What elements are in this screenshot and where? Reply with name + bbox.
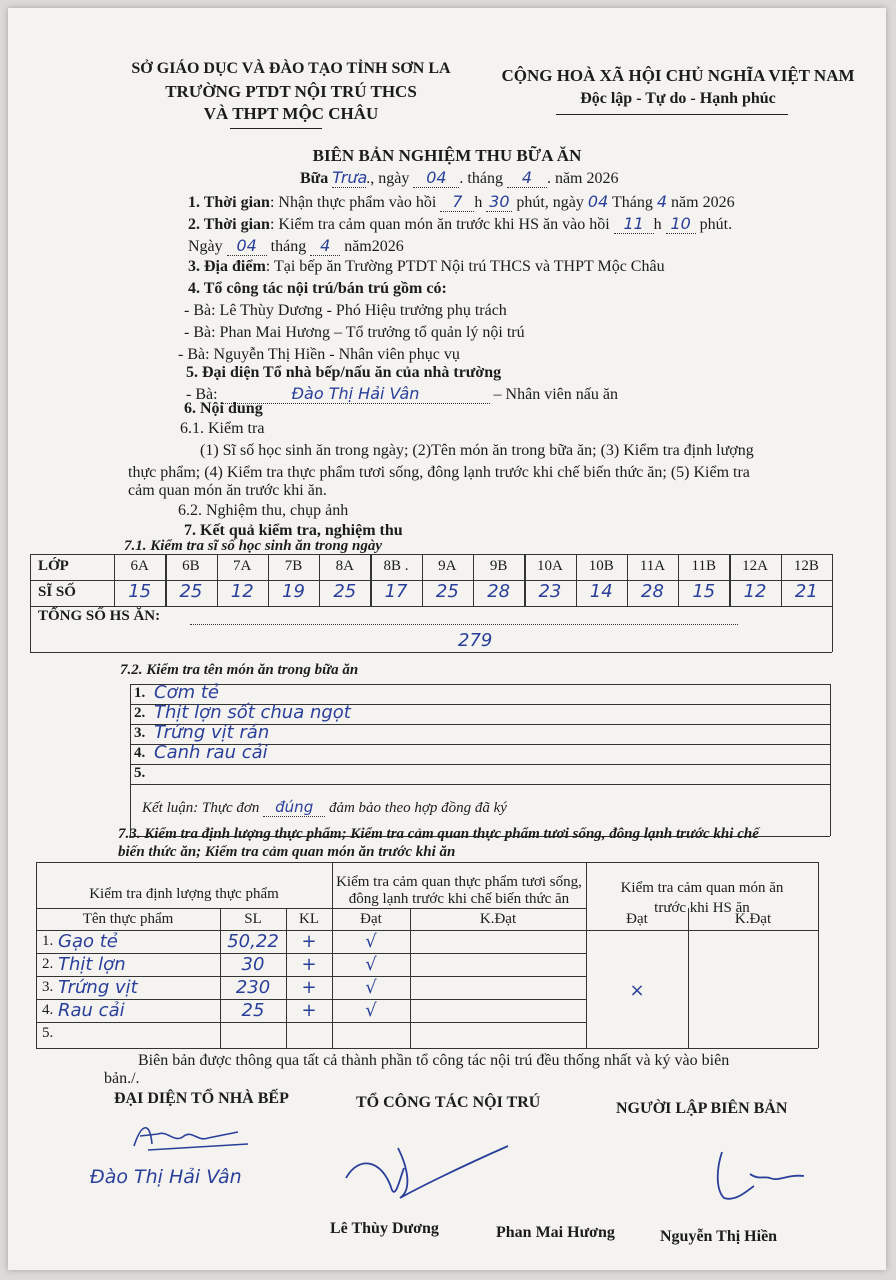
header-sensory-check-2: trước khi HS ăn — [654, 900, 750, 916]
table-rule — [410, 908, 411, 1048]
closing-text-1: Biên bản được thông qua tất cả thành phần tổ công tác nội trú đều thống nhất và ký vào biên — [138, 1052, 730, 1069]
document-page — [8, 8, 886, 1270]
food-row-number: 3. — [42, 979, 54, 995]
kitchen-rep-title: ĐẠI DIỆN TỔ NHÀ BẾP — [114, 1090, 289, 1107]
menu-table — [120, 672, 830, 834]
menu-item-number: 5. — [134, 765, 146, 781]
count-10A: 23 — [538, 581, 562, 602]
class-row-label: LỚP — [38, 558, 69, 574]
board-member-1-name: Lê Thùy Dương — [330, 1220, 439, 1237]
class-7B: 7B — [284, 558, 303, 574]
food-row-number: 4. — [42, 1002, 54, 1018]
count-8A: 25 — [333, 581, 357, 602]
count-6B: 25 — [179, 581, 203, 602]
section-7-heading: 7. Kết quả kiểm tra, nghiệm thu — [184, 522, 403, 539]
section-5-heading: 5. Đại diện Tổ nhà bếp/nấu ăn của nhà trường — [186, 364, 502, 381]
col-pass: Đạt — [360, 911, 382, 927]
class-12A: 12A — [742, 558, 768, 574]
food-quantity: 50,22 — [227, 931, 279, 952]
board-member-2-name: Phan Mai Hương — [496, 1224, 615, 1241]
class-8A: 8A — [335, 558, 354, 574]
table-rule — [30, 554, 31, 652]
food-name: Trứng vịt — [58, 977, 138, 998]
section-7-2-heading: 7.2. Kiểm tra tên món ăn trong bữa ăn — [120, 662, 359, 678]
food-row-number: 5. — [42, 1025, 54, 1041]
total-dotted-line — [190, 624, 738, 625]
conclusion-label: Kết luận: Thực đơn — [142, 800, 264, 816]
member-2: - Bà: Phan Mai Hương – Tổ trưởng tổ quản lý nội trú — [184, 324, 525, 341]
count-8B: 17 — [384, 581, 408, 602]
menu-item-dish: Thịt lợn sốt chua ngọt — [154, 702, 351, 723]
meal-value: Trưa — [332, 168, 368, 187]
document-title: BIÊN BẢN NGHIỆM THU BỮA ĂN — [312, 146, 582, 165]
col-weight: KL — [299, 911, 319, 927]
table-rule — [130, 764, 830, 765]
count-9A: 25 — [435, 581, 459, 602]
food-name: Thịt lợn — [58, 954, 126, 975]
writer-name: Nguyễn Thị Hiền — [660, 1228, 778, 1245]
class-10B: 10B — [588, 558, 614, 574]
menu-item-dish: Cơm tẻ — [154, 682, 219, 703]
table-rule — [36, 1048, 818, 1049]
section-6-heading: 6. Nội dung — [184, 400, 263, 417]
table-rule — [36, 908, 586, 909]
menu-item-dish: Canh rau cải — [154, 742, 268, 763]
table-rule — [830, 684, 831, 836]
menu-conclusion — [142, 798, 507, 817]
table-rule — [30, 652, 832, 653]
attendance-table — [30, 554, 832, 666]
table-rule — [30, 554, 832, 555]
class-9A: 9A — [438, 558, 457, 574]
table-rule — [832, 554, 833, 652]
kitchen-signature — [128, 1116, 258, 1156]
inspection-table — [36, 862, 818, 1048]
count-11B: 15 — [692, 581, 716, 602]
section-6-2: 6.2. Nghiệm thu, chụp ảnh — [178, 502, 349, 519]
count-row-label: SĨ SỐ — [38, 584, 76, 600]
col-fail: K.Đạt — [479, 911, 517, 927]
kitchen-rep-name: Đào Thị Hải Vân — [222, 384, 490, 404]
table-rule — [818, 862, 819, 1048]
table-rule — [36, 862, 818, 863]
col-sensory-pass: Đạt — [626, 911, 648, 927]
school-name-line2: VÀ THPT MỘC CHÂU — [203, 104, 379, 123]
food-name: Rau cải — [58, 1000, 125, 1021]
header-sensory-check-1: Kiểm tra cảm quan món ăn — [620, 880, 784, 896]
food-weight-mark: + — [301, 1000, 317, 1021]
col-sensory-fail: K.Đạt — [734, 911, 772, 927]
food-weight-mark: + — [301, 931, 317, 952]
total-students: 279 — [458, 630, 493, 651]
section-7-3-heading-1: 7.3. Kiểm tra định lượng thực phẩm; Kiểm tra cảm quan thực phẩm tươi sống, đông lạnh trước khi chế — [118, 826, 759, 842]
count-7B: 19 — [282, 581, 305, 602]
class-11B: 11B — [691, 558, 716, 574]
conclusion-value: đúng — [263, 798, 325, 817]
nation-name: CỘNG HOÀ XÃ HỘI CHỦ NGHĨA VIỆT NAM — [501, 66, 855, 85]
header-left-underline — [230, 128, 322, 129]
food-quantity: 230 — [235, 977, 271, 998]
count-7A: 12 — [230, 581, 254, 602]
total-label: TỔNG SỐ HS ĂN: — [38, 608, 161, 624]
month-value: 4 — [507, 168, 547, 188]
food-weight-mark: + — [301, 977, 317, 998]
board-title: TỔ CÔNG TÁC NỘI TRÚ — [356, 1094, 541, 1111]
table-rule — [130, 684, 131, 836]
section-6-para-1: (1) Sĩ số học sinh ăn trong ngày; (2)Tên món ăn trong bữa ăn; (3) Kiểm tra định lượng — [200, 442, 754, 459]
header-fresh-check-1: Kiểm tra cảm quan thực phẩm tươi sống, — [336, 874, 582, 890]
header-quantity-check: Kiểm tra định lượng thực phẩm — [89, 886, 279, 902]
agency-name: SỞ GIÁO DỤC VÀ ĐÀO TẠO TỈNH SƠN LA — [131, 60, 451, 77]
member-1: - Bà: Lê Thùy Dương - Phó Hiệu trưởng phụ trách — [184, 302, 507, 319]
header-right-underline — [556, 114, 788, 115]
member-3: - Bà: Nguyễn Thị Hiền - Nhân viên phục vụ — [178, 346, 460, 363]
school-name-line1: TRƯỜNG PTDT NỘI TRÚ THCS — [165, 82, 417, 101]
col-quantity: SL — [244, 911, 262, 927]
fresh-pass-mark: √ — [365, 1000, 377, 1021]
closing-text-2: bản./. — [104, 1070, 140, 1087]
board-signature — [338, 1138, 518, 1208]
section-7-1-heading: 7.1. Kiểm tra sĩ số học sinh ăn trong ngày — [124, 538, 382, 554]
conclusion-text: đảm bảo theo hợp đồng đã ký — [325, 800, 507, 816]
section-6-para-3: cảm quan món ăn trước khi ăn. — [128, 482, 327, 499]
food-quantity: 30 — [241, 954, 265, 975]
class-10A: 10A — [537, 558, 563, 574]
section-2: 2. Thời gian: Kiểm tra cảm quan món ăn trước khi HS ăn vào hồi 11 h 10 phút. — [188, 214, 733, 233]
count-11A: 28 — [641, 581, 664, 602]
menu-item-number: 1. — [134, 685, 146, 701]
menu-item-number: 4. — [134, 745, 146, 761]
food-row-number: 1. — [42, 933, 54, 949]
section-7-3-heading-2: biến thức ăn; Kiểm tra cảm quan món ăn trước khi ăn — [118, 844, 456, 860]
fresh-pass-mark: √ — [365, 977, 377, 998]
writer-signature — [708, 1146, 818, 1206]
class-12B: 12B — [793, 558, 819, 574]
menu-item-number: 3. — [134, 725, 146, 741]
class-6B: 6B — [182, 558, 200, 574]
writer-title: NGƯỜI LẬP BIÊN BẢN — [616, 1100, 788, 1117]
fresh-pass-mark: √ — [365, 931, 377, 952]
menu-item-number: 2. — [134, 705, 146, 721]
count-12B: 21 — [794, 581, 818, 602]
class-11A: 11A — [639, 558, 666, 574]
meal-line: Bữa Trưa., ngày 04 . tháng 4 . năm 2026 — [300, 168, 619, 187]
count-6A: 15 — [128, 581, 152, 602]
count-12A: 12 — [743, 581, 767, 602]
menu-item-dish: Trứng vịt rán — [154, 722, 270, 743]
count-9B: 28 — [487, 581, 511, 602]
sensory-pass-mark: × — [629, 980, 645, 1001]
day-value: 04 — [413, 168, 459, 188]
table-rule — [130, 684, 830, 685]
header-fresh-check-2: đông lạnh trước khi chế biến thức ăn — [348, 891, 570, 907]
class-6A: 6A — [130, 558, 149, 574]
section-6-para-2: thực phẩm; (4) Kiểm tra thực phẩm tươi sống, đông lạnh trước khi chế biến thức ăn; (5) Kiểm tra — [128, 464, 750, 481]
food-name: Gạo tẻ — [58, 931, 118, 952]
section-2-date: Ngày 04 tháng 4 năm2026 — [188, 236, 404, 255]
section-4-heading: 4. Tổ công tác nội trú/bán trú gồm có: — [188, 280, 447, 297]
count-10B: 14 — [589, 581, 613, 602]
food-weight-mark: + — [301, 954, 317, 975]
kitchen-representative: - Bà: Đào Thị Hải Vân – Nhân viên nấu ăn — [186, 384, 618, 403]
section-3: 3. Địa điểm: Tại bếp ăn Trường PTDT Nội trú THCS và THPT Mộc Châu — [188, 258, 665, 275]
table-rule — [36, 1022, 586, 1023]
col-food-name: Tên thực phẩm — [82, 911, 174, 927]
food-row-number: 2. — [42, 956, 54, 972]
class-7A: 7A — [233, 558, 252, 574]
table-rule — [130, 784, 830, 785]
kitchen-rep-handwritten-name: Đào Thị Hải Vân — [90, 1166, 242, 1188]
food-quantity: 25 — [241, 1000, 265, 1021]
class-8B: 8B . — [383, 558, 409, 574]
table-rule — [688, 908, 689, 1048]
section-1: 1. Thời gian: Nhận thực phẩm vào hồi 7 h 30 phút, ngày 04 Tháng 4 năm 2026 — [188, 192, 735, 211]
class-9B: 9B — [489, 558, 508, 574]
motto: Độc lập - Tự do - Hạnh phúc — [580, 90, 776, 107]
fresh-pass-mark: √ — [365, 954, 377, 975]
section-6-1: 6.1. Kiểm tra — [180, 420, 265, 437]
